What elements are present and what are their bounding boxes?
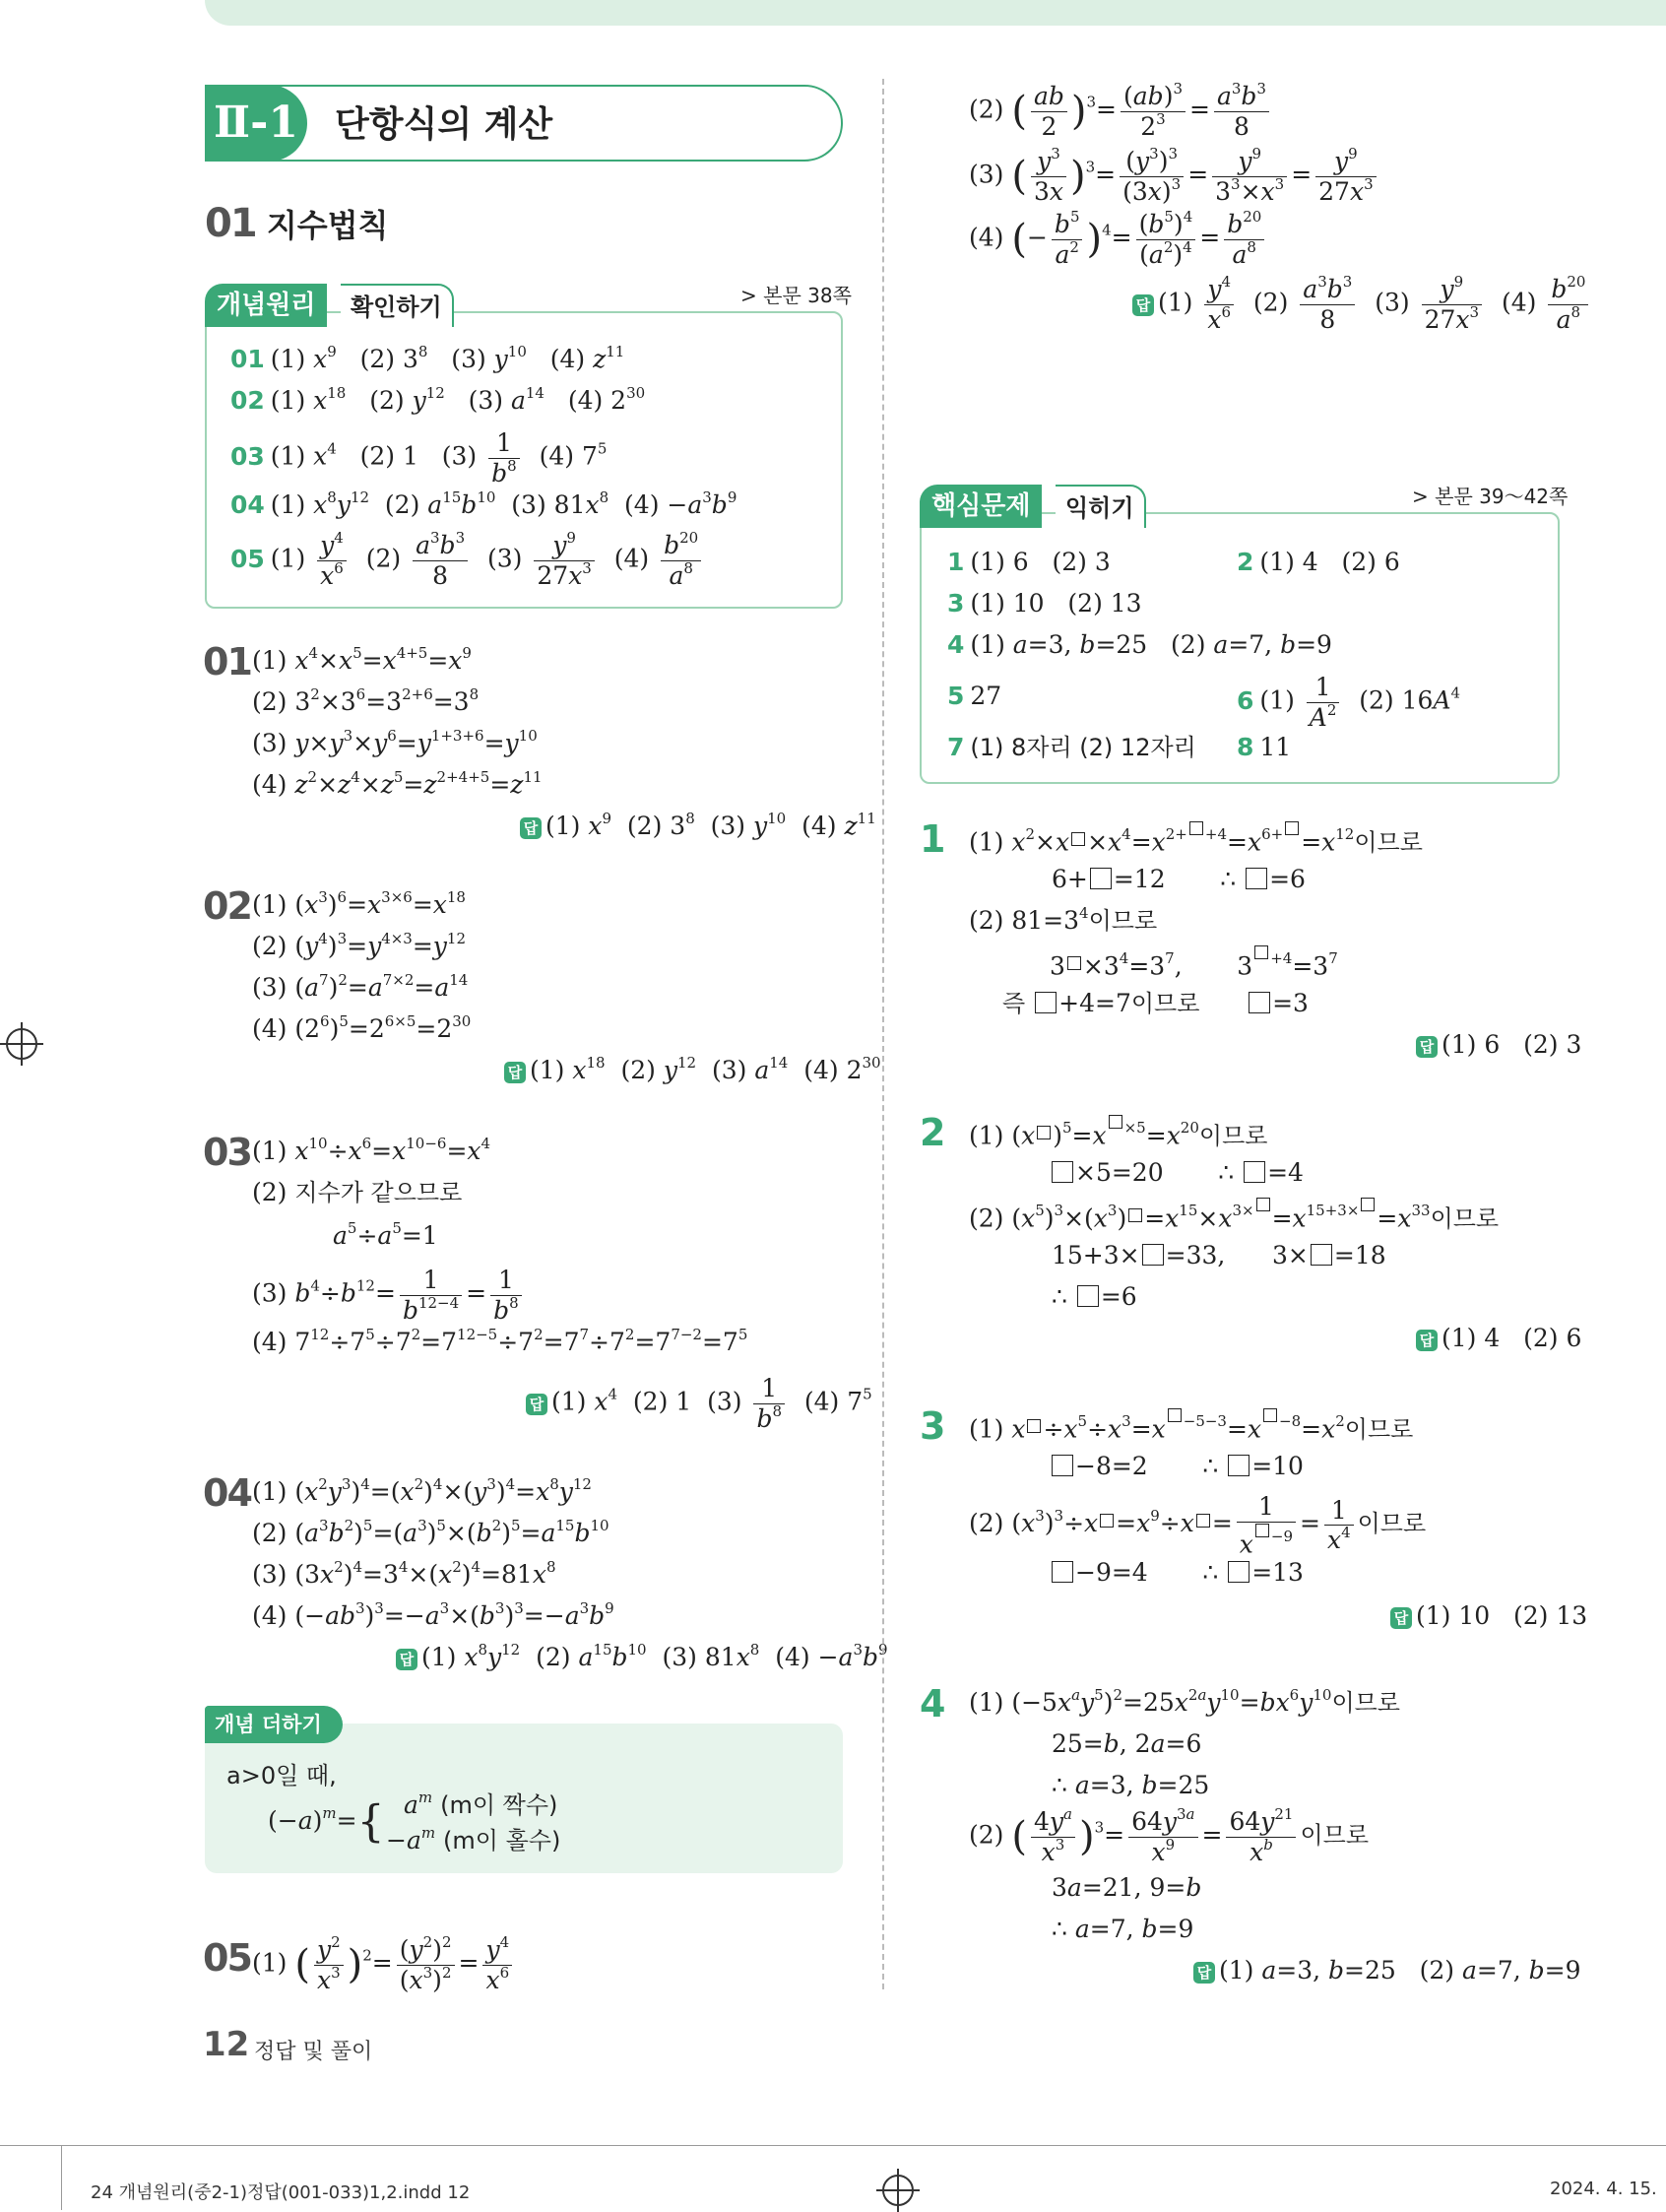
answer-icon: 답 [504, 1062, 526, 1083]
core-ans-3: 3 (1) 10 (2) 13 [947, 589, 1142, 618]
check-answer-03: 03 (1) $x^4$ (2) 1 (3) $\frac{1}{b^8}$ (4) $7^5$ [230, 428, 608, 488]
note-tab-b: 더하기 [261, 1713, 322, 1736]
core4-line5: 3a=21, 9=b [1052, 1873, 1202, 1902]
sol05-4: (4) (− $\frac{b^5}{a^2}$ )$^4$= $\frac{(b^5)^4}{(a^2)^4}$ = $\frac{b^{20}}{a^8}$ [969, 211, 1268, 268]
sol01-4: (4) $z^2\times z^4\times z^5=z^{2+4+5}=z^{11}$ [252, 767, 543, 799]
section-title: 지수법칙 [266, 207, 389, 244]
core-label-2: 2 [920, 1111, 944, 1154]
page-number: 12 [203, 2025, 250, 2064]
sol04-2: (2) $(a^3b^2)^5=(a^3)^5\times(b^2)^5=a^{15}b^{10}$ [252, 1516, 609, 1547]
core2-line2: ×5=20 ∴ =4 [1050, 1156, 1304, 1190]
core-ans-5-text: 27 [970, 682, 1002, 710]
core-ans-7-text: (1) 8자리 (2) 12자리 [970, 734, 1196, 761]
unit-label: Ⅱ-1 [205, 85, 307, 162]
core4-line6: ∴ a=7, b=9 [1052, 1915, 1194, 1943]
sol05-2: (2) ( $\frac{ab}{2}$ )$^3$= $\frac{(ab)^3}{2^3}$ = $\frac{a^3b^3}{8}$ [969, 83, 1273, 140]
core4-line3: ∴ a=3, b=25 [1052, 1771, 1210, 1799]
sol05-3: (3) ( $\frac{y^3}{3x}$ )$^3$= $\frac{(y^3)^3}{(3x)^3}$ = $\frac{y^9}{3^3\times x^3}$ = $\frac{y^9}{27x^3}$ [969, 148, 1380, 205]
since-text: 이므로 [1357, 1510, 1427, 1538]
sol01-2: (2) $3^2\times 3^6=3^{2+6}=3^8$ [252, 684, 480, 716]
since-text: 이므로 [1344, 1415, 1414, 1444]
core-ans-8: 8 11 [1237, 733, 1292, 761]
core-label-1: 1 [920, 817, 944, 861]
core-problems-tab: 핵심문제 [920, 485, 1042, 528]
top-band [205, 0, 1666, 26]
ans02: 답 (1) $x^{18}$ (2) $y^{12}$ (3) $a^{14}$ (4) $2^{30}$ [504, 1054, 881, 1087]
ans01: 답 (1) $x^9$ (2) $3^8$ (3) $y^{10}$ (4) $z^{11}$ [520, 810, 876, 843]
check-answer-04: 04 (1) $x^8y^{12}$ (2) $a^{15}b^{10}$ (3) $81x^8$ $(4) -a^3b^9$ [230, 488, 737, 519]
core3-line3: (2) $(x^3)^3\div x =x^9\div x$ = $\frac{1}{x ^{-9}}$ = $\frac{1}{x^4}$ 이므로 [969, 1492, 1427, 1558]
sol04-3: (3) $(3x^2)^4=3^4\times(x^2)^4=81x^8$ [252, 1557, 556, 1589]
core2-line4: 15+3× =33, 3× =18 [1052, 1241, 1386, 1269]
sol02-3: (3) $(a^7)^2=a^{7\times 2}=a^{14}$ [252, 970, 469, 1002]
check-answer-02: 02 (1) $x^{18}$ (2) $y^{12}$ (3) $a^{14}$ (4) $2^{30}$ [230, 383, 646, 415]
since-text: 이므로 [1198, 1122, 1268, 1150]
core-label-4: 4 [920, 1682, 944, 1725]
concept-check-tab: 개념원리 [205, 284, 327, 327]
sol02-2: (2) $(y^4)^3=y^{4\times 3}=y^{12}$ [252, 929, 467, 960]
q-label-04: 04 [203, 1471, 251, 1515]
section-heading [205, 201, 388, 246]
core-ans-4: 4 (1) a=3, b=25 (2) a=7, b=9 [947, 630, 1332, 659]
trim-line-vertical [61, 2145, 62, 2210]
core-ans-7: 7 (1) 8자리 (2) 12자리 [947, 733, 1196, 761]
sol02-1: (1) $(x^3)^6=x^{3\times 6}=x^{18}$ [252, 887, 466, 919]
same-base-text: 지수가 같으므로 [294, 1179, 463, 1206]
answer-icon: 답 [1416, 1036, 1438, 1058]
answer-icon: 답 [1390, 1607, 1412, 1629]
core-problems-tab2: 익히기 [1056, 485, 1146, 528]
core1-line5: 즉 +4=7이므로 =3 [1002, 989, 1309, 1017]
core2-line1: (1) (x )$^5$=x $^{\times 5}=x^{20}$이므로 [969, 1115, 1267, 1152]
note-even-text: (m이 짝수) [440, 1791, 558, 1819]
q-label-01: 01 [203, 640, 251, 683]
since-text: 이므로 [1331, 1689, 1400, 1717]
core-problems-ref-text: 본문 39～42쪽 [1435, 485, 1569, 508]
core-problems-ref: > 본문 39～42쪽 [1412, 485, 1569, 508]
core4-line4: (2) ( $\frac{4y^a}{x^3}$ )$^3$= $\frac{64y^{3a}}{x^9}$ = $\frac{64y^{21}}{x^b}$ 이므로 [969, 1804, 1370, 1866]
file-info: 24 개념원리(중2-1)정답(001-033)1,2.indd 12 [91, 2182, 471, 2203]
sol04-4: (4) $(-ab^3)^3=-a^3\times(b^3)^3=-a^3b^9$ [252, 1598, 614, 1630]
check-answer-01: 01 (1) $x^9$ (2) $3^8$ (3) $y^{10}$ (4) $z^{11}$ [230, 342, 625, 373]
concept-note-tab [205, 1706, 343, 1743]
since-text: 이므로 [1430, 1204, 1500, 1233]
answer-icon: 답 [520, 817, 542, 839]
trim-line [0, 2145, 1666, 2146]
q-label-05: 05 [203, 1936, 251, 1980]
sol03-3: (3) $b^4\div b^{12}=$ $\frac{1}{b^{12-4}}$ = $\frac{1}{b^8}$ [252, 1267, 526, 1324]
core4-line2: 25=b, 2a=6 [1052, 1729, 1202, 1758]
since-text: 이므로 [1300, 1821, 1370, 1850]
note-case-even: $a^m$ (m이 짝수) [404, 1788, 558, 1819]
q-label-02: 02 [203, 884, 251, 928]
sol01-1: (1) $x^4\times x^5=x^{4+5}=x^9$ [252, 643, 472, 675]
core3-answer: 답 (1) 10 (2) 13 [1390, 1599, 1587, 1633]
core3-line1: (1) $x \div x^5\div x^3=x$ $^{-5-3}$=x $^{-8}=x^2$이므로 [969, 1408, 1413, 1446]
core1-line1: (1) $x^2\times x \times x^4=x^{2+ +4}=x^{6+} =x^{12}$이므로 [969, 821, 1423, 859]
registration-mark-icon [6, 1028, 37, 1060]
core4-answer: 답 (1) a=3, b=25 (2) a=7, b=9 [1193, 1954, 1581, 1987]
q-label-03: 03 [203, 1131, 251, 1174]
check-answer-05: 05 (1) $\frac{y^4}{x^6}$ (2) $\frac{a^3b^3}{8}$ (3) $\frac{y^9}{27x^3}$ (4) $\frac{b^{20}}{a^8}$ [230, 532, 705, 589]
sol03-2b: $a^5\div a^5=1$ [333, 1218, 438, 1250]
sol03-4: (4) $7^{12}\div 7^5\div 7^2=7^{12-5}\div 7^2=7^7\div 7^2=7^{7-2}=7^5$ [252, 1325, 748, 1356]
core-ans-6: 6 (1) $\frac{1}{A^2}$ (2) $16A^4$ [1237, 673, 1461, 732]
note-odd-text: (m이 홀수) [443, 1827, 561, 1854]
unit-title: 단항식의 계산 [335, 104, 553, 145]
core1-line4: $3 \times 3^4=3^7$, 3 $^{+4}=3^7$ [1050, 945, 1338, 983]
core-ans-1: 1 (1) 6 (2) 3 [947, 548, 1111, 576]
answer-icon: 답 [396, 1649, 417, 1670]
core2-line3: (2) $(x^5)^3\times(x^3) =x^{15}\times x^{3\times} =x^{15+3\times} =x^{33}$이므로 [969, 1198, 1499, 1235]
answer-icon: 답 [526, 1394, 547, 1415]
page-label: 정답 및 풀이 [254, 2040, 373, 2064]
ans03: 답 (1) $x^4$ (2) 1 (3) $\frac{1}{b^8}$ (4) $7^5$ [526, 1375, 872, 1432]
section-number: 01 [205, 201, 256, 246]
core-ans-8-text: 11 [1259, 733, 1292, 761]
concept-check-tab2: 확인하기 [341, 284, 454, 327]
core-ans-2: 2 (1) 4 (2) 6 [1237, 548, 1400, 576]
that-is-text: 즉 [1002, 990, 1026, 1017]
since-text: 이므로 [1088, 907, 1158, 935]
answer-icon: 답 [1132, 294, 1154, 316]
answer-icon: 답 [1193, 1962, 1215, 1984]
concept-check-ref-text: 본문 38쪽 [763, 284, 852, 307]
column-divider [882, 79, 884, 1989]
sol02-4: (4) $(2^6)^5=2^{6\times 5}=2^{30}$ [252, 1011, 472, 1043]
answer-icon: 답 [1416, 1330, 1438, 1351]
core2-answer: 답 (1) 4 (2) 6 [1416, 1322, 1581, 1355]
note-line1-text: a>0일 때, [226, 1762, 337, 1789]
since-text: 이므로 [1130, 990, 1200, 1017]
ans05: 답 (1) $\frac{y^4}{x^6}$ (2) $\frac{a^3b^3}{8}$ (3) $\frac{y^9}{27x^3}$ (4) $\frac{b^{20}}{a^8}$ [1132, 276, 1592, 333]
note-line1 [226, 1759, 337, 1792]
core1-line2: 6+ =12 ∴ =6 [1052, 865, 1306, 893]
core4-line1: (1) $(-5x^ay^5)^2=25x^{2a}y^{10}=bx^6y^{10}$이므로 [969, 1685, 1400, 1717]
sol03-2: (2) 지수가 같으므로 [252, 1178, 463, 1206]
print-date: 2024. 4. 15. [1550, 2179, 1657, 2199]
core-label-3: 3 [920, 1404, 944, 1448]
note-case-odd: $-a^m$ (m이 홀수) [386, 1823, 561, 1854]
sol03-1: (1) $x^{10}\div x^6=x^{10-6}=x^4$ [252, 1134, 491, 1165]
core2-line5: ∴ =6 [1052, 1282, 1137, 1311]
sol05-1: (1) ( $\frac{y^2}{x^3}$ )$^2$= $\frac{(y^2)^2}{(x^3)^2}$ = $\frac{y^4}{x^6}$ [252, 1936, 516, 1993]
registration-mark-icon [882, 2175, 914, 2206]
sol04-1: (1) $(x^2y^3)^4=(x^2)^4\times(y^3)^4=x^8y^{12}$ [252, 1474, 592, 1506]
core-ans-5: 5 27 [947, 682, 1002, 710]
core3-line2: −8=2 ∴ =10 [1050, 1450, 1304, 1483]
note-lhs: $(-a)^m=${ [268, 1796, 385, 1848]
core1-answer: 답 (1) 6 (2) 3 [1416, 1028, 1581, 1062]
core3-line4: −9=4 ∴ =13 [1050, 1556, 1304, 1590]
since-text: 이므로 [1354, 828, 1423, 857]
note-tab-a: 개념 [215, 1713, 255, 1736]
core1-line3: (2) $81=3^4$이므로 [969, 903, 1158, 935]
concept-check-ref: > 본문 38쪽 [740, 284, 852, 307]
sol01-3: (3) $y\times y^3\times y^6=y^{1+3+6}=y^{10}$ [252, 726, 538, 757]
ans04: 답 (1) $x^8y^{12}$ (2) $a^{15}b^{10}$ (3) $81x^8$ $(4) -a^3b^9$ [396, 1641, 888, 1674]
